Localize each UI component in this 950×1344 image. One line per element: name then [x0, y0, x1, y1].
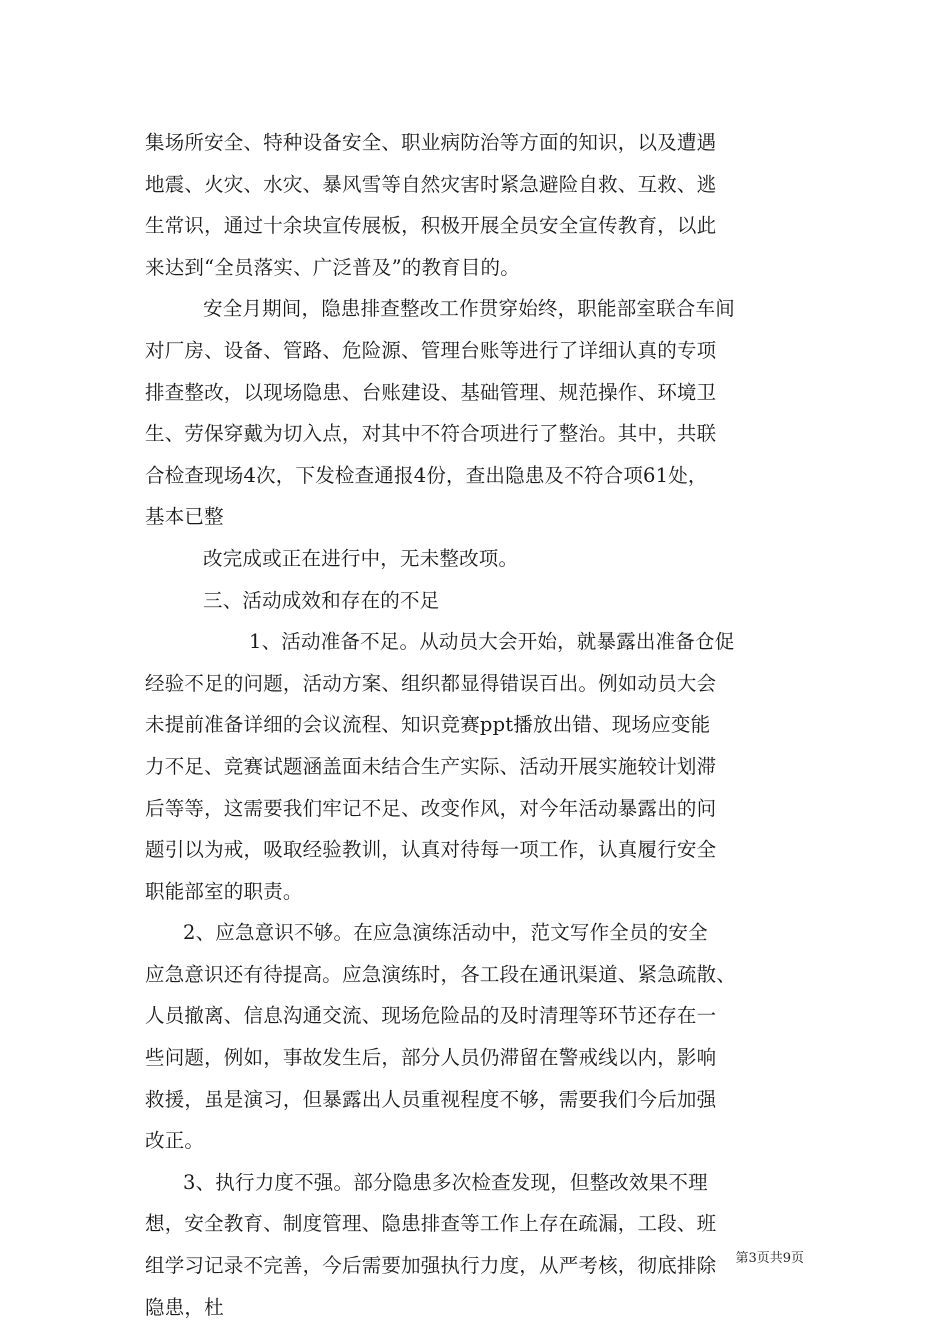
text-line: 生常识，通过十余块宣传展板，积极开展全员安全宣传教育，以此 [145, 214, 717, 238]
text-line: 来达到“全员落实、广泛普及”的教育目的。 [145, 255, 520, 279]
text-line: 1、活动准备不足。从动员大会开始，就暴露出准备仓促 [249, 630, 735, 654]
text-line: 排查整改，以现场隐患、台账建设、基础管理、规范操作、环境卫 [145, 380, 717, 404]
section-heading: 三、活动成效和存在的不足 [203, 588, 440, 612]
text-line: 组学习记录不完善，今后需要加强执行力度，从严考核，彻底排除 [145, 1254, 717, 1278]
text-line: 题引以为戒，吸取经验教训，认真对待每一项工作，认真履行安全 [145, 838, 717, 862]
text-line: 地震、火灾、水灾、暴风雪等自然灾害时紧急避险自救、互救、逃 [145, 172, 717, 196]
text-line: 3、执行力度不强。部分隐患多次检查发现，但整改效果不理 [183, 1170, 708, 1194]
text-line: 经验不足的问题，活动方案、组织都显得错误百出。例如动员大会 [145, 671, 717, 695]
text-line: 2、应急意识不够。在应急演练活动中，范文写作全员的安全 [183, 921, 708, 945]
text-line: 隐患，杜 [145, 1295, 224, 1319]
text-line: 救援，虽是演习，但暴露出人员重视程度不够，需要我们今后加强 [145, 1087, 717, 1111]
page-number-footer: 第3页共9页 [735, 1251, 804, 1266]
text-line: 后等等，这需要我们牢记不足、改变作风，对今年活动暴露出的问 [145, 796, 717, 820]
text-line: 未提前准备详细的会议流程、知识竞赛ppt播放出错、现场应变能 [145, 713, 711, 737]
text-line: 人员撤离、信息沟通交流、现场危险品的及时清理等环节还存在一 [145, 1004, 717, 1028]
text-line: 改完成或正在进行中，无未整改项。 [203, 546, 519, 570]
body-text [145, 122, 815, 1328]
text-line: 集场所安全、特种设备安全、职业病防治等方面的知识，以及遭遇 [145, 131, 717, 154]
text-line: 些问题，例如，事故发生后，部分人员仍滞留在警戒线以内，影响 [145, 1046, 717, 1070]
text-line: 对厂房、设备、管路、危险源、管理台账等进行了详细认真的专项 [145, 338, 717, 362]
text-line: 合检查现场4次，下发检查通报4份，查出隐患及不符合项61处， [145, 463, 708, 487]
text-line: 改正。 [145, 1129, 205, 1153]
text-line: 应急意识还有待提高。应急演练时，各工段在通讯渠道、紧急疏散、 [145, 962, 737, 986]
text-line: 生、劳保穿戴为切入点，对其中不符合项进行了整治。其中，共联 [145, 422, 717, 446]
text-line: 力不足、竞赛试题涵盖面未结合生产实际、活动开展实施较计划滞 [145, 754, 717, 778]
text-line: 安全月期间，隐患排查整改工作贯穿始终，职能部室联合车间 [203, 297, 735, 321]
text-line: 想，安全教育、制度管理、隐患排查等工作上存在疏漏，工段、班 [145, 1212, 717, 1236]
text-line: 职能部室的职责。 [145, 879, 303, 903]
text-line: 基本已整 [145, 505, 224, 529]
